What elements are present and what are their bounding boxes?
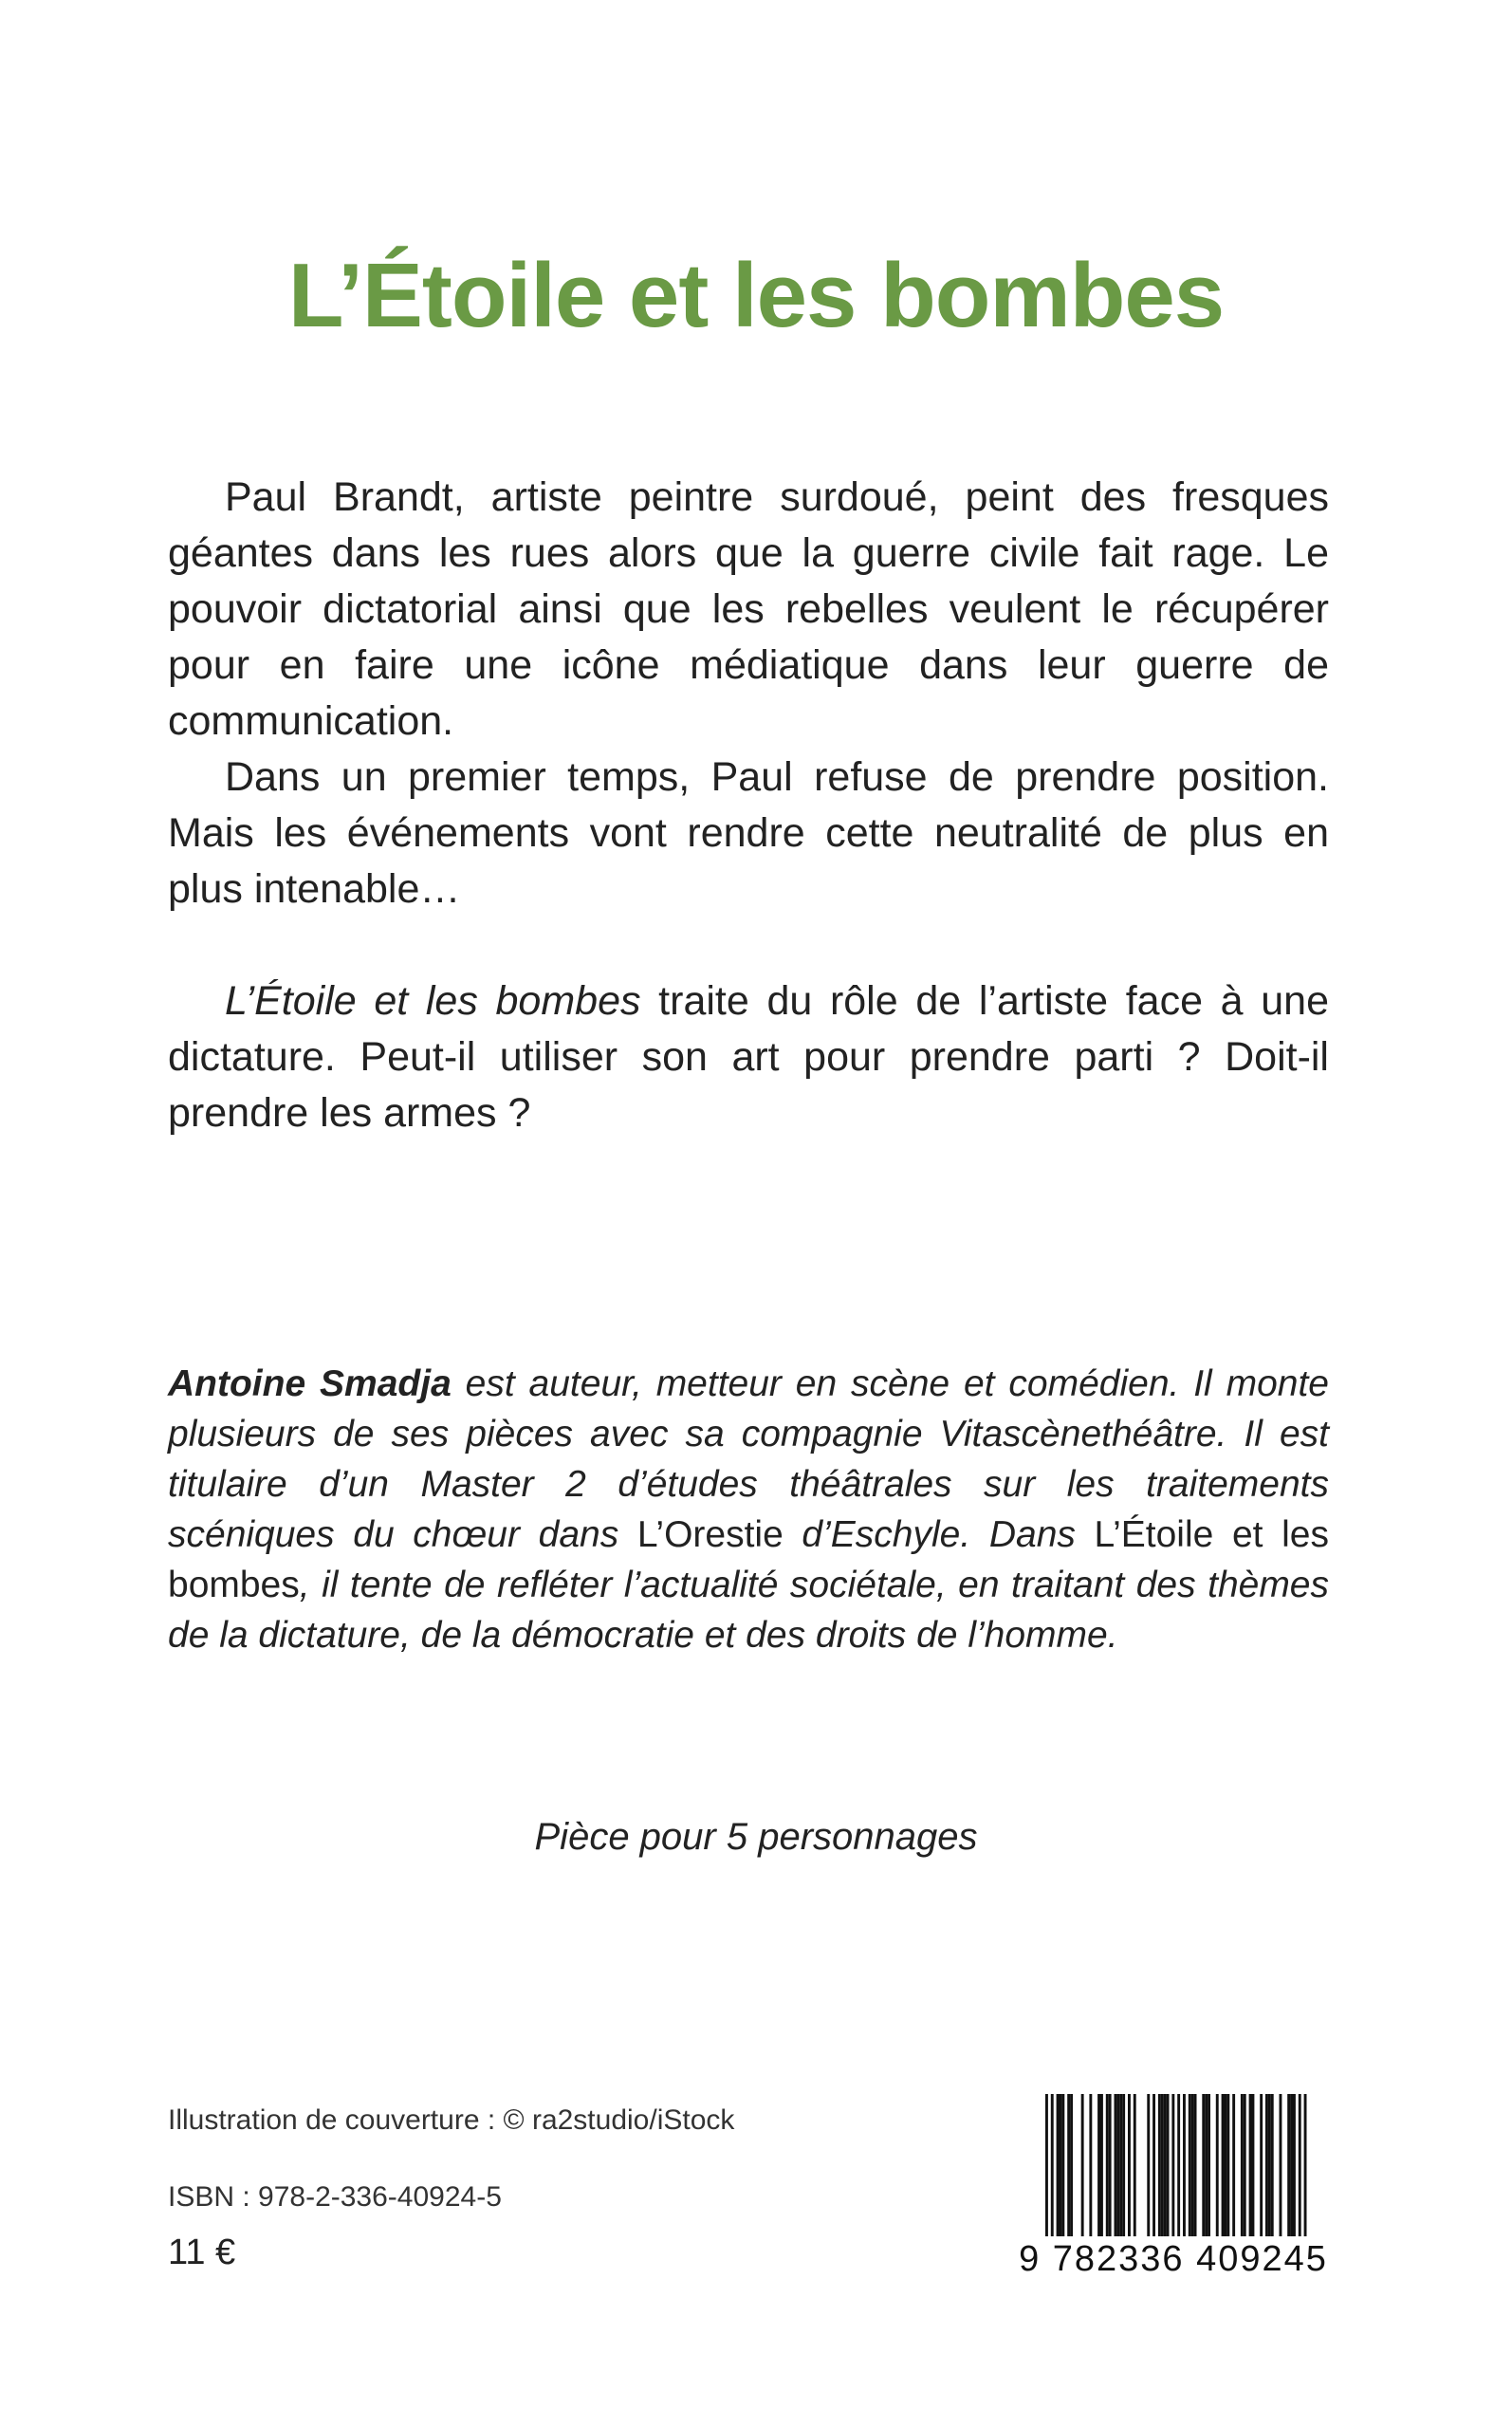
barcode-bar — [1057, 2094, 1060, 2236]
barcode-bar — [1115, 2094, 1117, 2236]
barcode-bar — [1119, 2094, 1122, 2236]
theme-text: traite du rôle de l’artiste face à une dictature. Peut-il utiliser son art pour prendre parti ? Doit-il prendre les armes ? — [168, 978, 1329, 1136]
barcode-bar — [1208, 2094, 1210, 2236]
barcode — [1017, 2092, 1330, 2282]
barcode-bar — [1268, 2094, 1271, 2236]
theme-paragraph — [168, 973, 1329, 1141]
barcode-bar — [1161, 2094, 1164, 2236]
barcode-bar — [1116, 2094, 1119, 2236]
barcode-bar — [1189, 2094, 1191, 2236]
isbn: ISBN : 978-2-336-40924-5 — [168, 2181, 502, 2213]
barcode-bar — [1152, 2094, 1155, 2236]
illustration-credit: Illustration de couverture : © ra2studio/iStock — [168, 2104, 735, 2136]
author-bio-part-1: est auteur, metteur en scène et comédien. Il monte plusieurs de ses pièces avec sa compagnie Vitascènethéâtre. Il est titulaire d’un Master 2 d’études théâtrales sur les traitements scéniques du chœur dans — [168, 1363, 1329, 1555]
barcode-bar — [1164, 2094, 1167, 2236]
summary-paragraph-2: Dans un premier temps, Paul refuse de prendre position. Mais les événements vont rendre cette neutralité de plus en plus intenable… — [168, 754, 1329, 912]
barcode-bar — [1067, 2094, 1070, 2236]
theme-block — [168, 973, 1329, 1141]
barcode-bar — [1061, 2094, 1064, 2236]
barcode-bar — [1244, 2094, 1246, 2236]
barcode-bar — [1293, 2094, 1296, 2236]
price: 11 € — [168, 2233, 236, 2272]
barcode-bar — [1070, 2094, 1073, 2236]
barcode-bar — [1249, 2094, 1252, 2236]
barcode-bar — [1280, 2094, 1282, 2236]
book-title: L’Étoile et les bombes — [287, 245, 1225, 347]
author-paragraph — [168, 1359, 1329, 1660]
barcode-bar — [1089, 2094, 1092, 2236]
author-bio-part-3: , il tente de refléter l’actualité sociétale, en traitant des thèmes de la dictature, de la démocratie et des droits de l’homme. — [168, 1565, 1329, 1656]
barcode-bar — [1202, 2094, 1205, 2236]
barcode-bar — [1109, 2094, 1112, 2236]
barcode-bar — [1183, 2094, 1186, 2236]
theme-title-italic: L’Étoile et les bombes — [225, 978, 641, 1024]
barcode-bar — [1216, 2094, 1219, 2236]
barcode-bar — [1287, 2094, 1290, 2236]
barcode-bar — [1194, 2094, 1197, 2236]
barcode-bar — [1290, 2094, 1293, 2236]
barcode-digits: 9 782336 409245 — [1017, 2236, 1330, 2282]
barcode-bar — [1226, 2094, 1229, 2236]
pieces-note: Pièce pour 5 personnages — [534, 1816, 978, 1858]
barcode-bar — [1106, 2094, 1109, 2236]
barcode-bar — [1167, 2094, 1170, 2236]
barcode-bar — [1158, 2094, 1161, 2236]
barcode-bar — [1128, 2094, 1131, 2236]
barcode-bar — [1122, 2094, 1125, 2236]
barcode-bar — [1147, 2094, 1150, 2236]
barcode-bar — [1260, 2094, 1263, 2236]
barcode-bar — [1060, 2094, 1062, 2236]
barcode-bar — [1271, 2094, 1274, 2236]
summary-block — [168, 470, 1329, 917]
barcode-bar — [1241, 2094, 1244, 2236]
barcode-bar — [1222, 2094, 1225, 2236]
barcode-bar — [1265, 2094, 1268, 2236]
author-bio — [168, 1359, 1329, 1660]
barcode-bar — [1100, 2094, 1103, 2236]
author-bio-part-2: d’Eschyle. Dans — [783, 1514, 1095, 1555]
barcode-bar — [1225, 2094, 1227, 2236]
author-work-2: L’Étoile et les bombes — [168, 1514, 1329, 1605]
author-name: Antoine Smadja — [168, 1363, 452, 1404]
barcode-bar — [1097, 2094, 1100, 2236]
barcode-bar — [1191, 2094, 1194, 2236]
barcode-bar — [1232, 2094, 1235, 2236]
barcode-bar — [1134, 2094, 1136, 2236]
author-work-1: L’Orestie — [636, 1514, 784, 1555]
barcode-bar — [1205, 2094, 1208, 2236]
summary-paragraph-1: Paul Brandt, artiste peintre surdoué, peint des fresques géantes dans les rues alors que la guerre civile fait rage. Le pouvoir dictatorial ainsi que les rebelles veulent le récupérer pour en faire une icône médiatique dans leur guerre de communication. — [168, 474, 1329, 744]
barcode-bar — [1081, 2094, 1084, 2236]
barcode-bar — [1252, 2094, 1255, 2236]
